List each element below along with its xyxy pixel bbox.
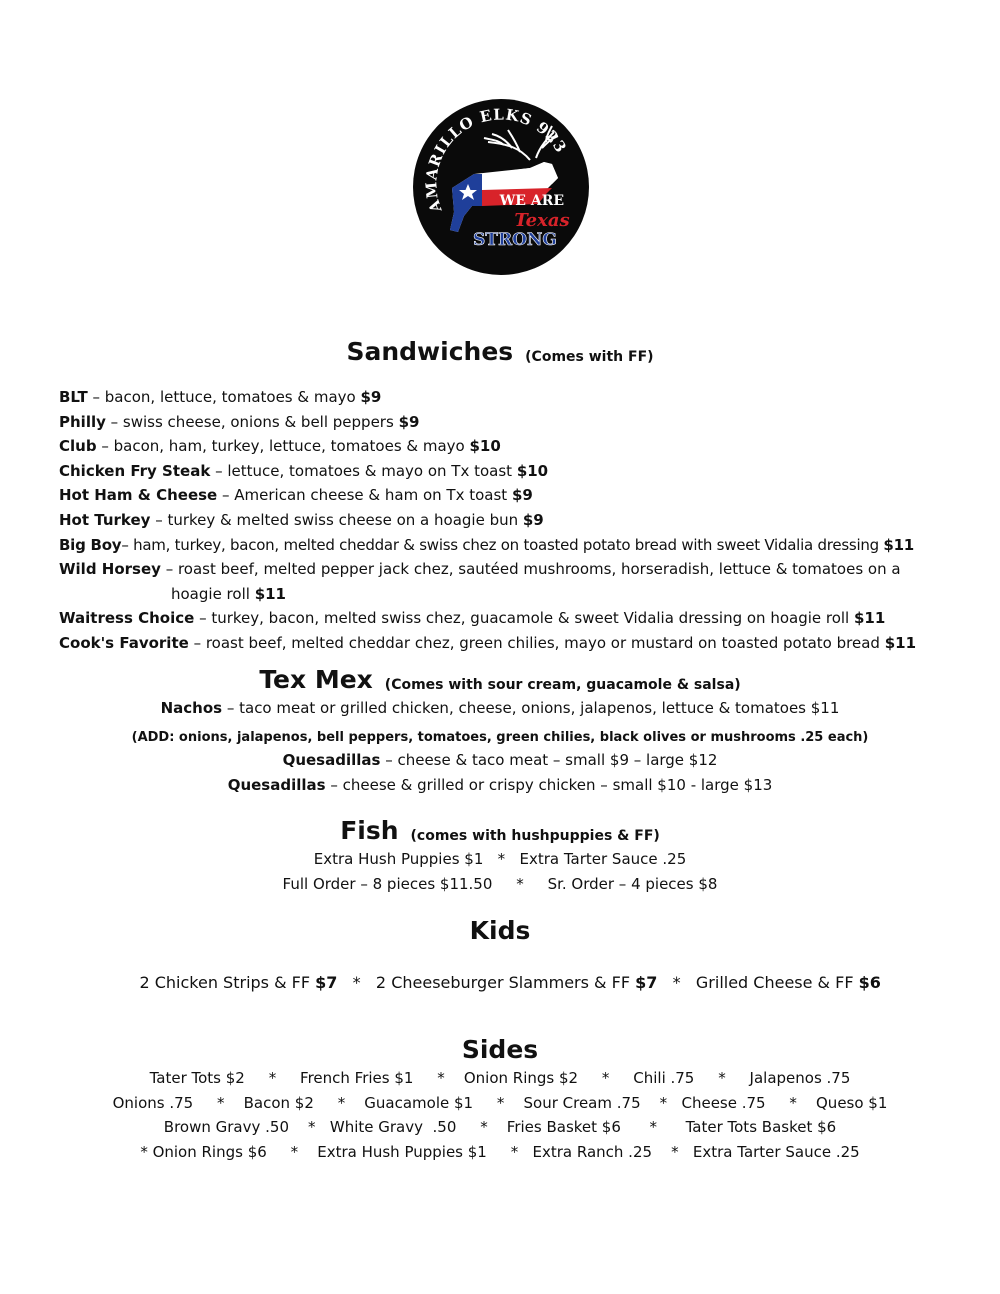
item-name: Big Boy [59,535,122,554]
item-name: Nachos [160,698,223,717]
sandwiches-note: (Comes with FF) [525,349,654,365]
item-desc: – cheese & grilled or crispy chicken – small $10 - large $13 [325,775,773,794]
item-desc: hoagie roll [171,584,255,603]
sides-line: Onions .75 * Bacon $2 * Guacamole $1 * Sour Cream .75 * Cheese .75 * Queso $1 [112,1093,888,1112]
quesadilla-line [0,748,1000,773]
item-desc: – lettuce, tomatoes & mayo on Tx toast [210,461,517,480]
list-item [59,410,1000,435]
logo-arc-text: AMARILLO ELKS 923 [422,105,571,215]
item-price: $7 [315,973,338,993]
logo-strong: STRONG [473,230,557,250]
item-price: $11 [254,584,286,603]
item-name: Quesadillas [282,751,381,770]
item-desc: – American cheese & ham on Tx toast [217,486,512,505]
item-price: $11 [883,535,914,554]
sides-list [0,1066,1000,1164]
item-desc: – roast beef, melted pepper jack chez, sautéed mushrooms, horseradish, lettuce & tomatoes on a [160,560,901,579]
item-name: 2 Cheeseburger Slammers & FF [375,973,636,993]
kids-heading [0,905,1000,943]
separator: * [657,973,696,993]
item-desc: – bacon, lettuce, tomatoes & mayo [87,388,361,406]
quesadilla-line [0,773,1000,798]
sandwiches-heading [0,326,1000,364]
item-name: Philly [59,412,106,431]
item-price: $9 [398,412,420,431]
item-name: Club [59,437,97,456]
list-item [59,434,1000,459]
sides-title: Sides [461,1035,539,1065]
sandwiches-list [0,385,1000,656]
fish-note: (comes with hushpuppies & FF) [410,828,660,845]
item-price: $9 [360,388,382,406]
list-item [59,606,1000,631]
list-item [59,385,1000,410]
logo-we-are: WE ARE [499,193,564,209]
menu-content [0,318,1000,1165]
texmex-title: Tex Mex [259,664,373,694]
item-desc: – turkey & melted swiss cheese on a hoagie bun [150,510,523,529]
separator: * [337,973,376,993]
sides-heading [0,1026,1000,1065]
item-name: Cook's Favorite [59,633,189,652]
item-price: $6 [858,973,881,993]
item-desc: – turkey, bacon, melted swiss chez, guacamole & sweet Vidalia dressing on hoagie roll [194,609,854,628]
item-name: 2 Chicken Strips & FF [139,973,316,993]
item-price: $11 [810,698,840,717]
sides-line: Tater Tots $2 * French Fries $1 * Onion Rings $2 * Chili .75 * Jalapenos .75 [149,1069,851,1088]
item-desc: – bacon, ham, turkey, lettuce, tomatoes & mayo [96,437,470,456]
list-item [59,533,1000,558]
list-item [59,631,1000,656]
item-name: Quesadillas [227,775,326,794]
item-name: BLT [59,388,88,406]
item-name: Hot Turkey [59,510,151,529]
kids-title: Kids [469,915,531,945]
item-name: Grilled Cheese & FF [695,973,859,993]
fish-line: Full Order – 8 pieces $11.50 * Sr. Order – 4 pieces $8 [282,874,718,893]
sides-line: Brown Gravy .50 * White Gravy .50 * Fries Basket $6 * Tater Tots Basket $6 [163,1118,837,1137]
sandwiches-title: Sandwiches [346,337,514,366]
item-desc: – ham, turkey, bacon, melted cheddar & swiss chez on toasted potato bread with sweet Vidalia dressing [121,535,884,554]
fish-line: Extra Hush Puppies $1 * Extra Tarter Sauce .25 [313,850,687,869]
list-item [59,557,1000,582]
nachos-line [0,696,1000,721]
kids-line [0,947,1000,1021]
item-desc: – swiss cheese, onions & bell peppers [105,412,399,431]
logo-texas: Texas [514,210,570,231]
texmex-note: (Comes with sour cream, guacamole & salsa) [384,676,741,693]
list-item [59,459,1000,484]
item-name: Hot Ham & Cheese [59,486,218,505]
item-price: $7 [635,973,658,993]
item-price: $9 [511,486,533,505]
item-desc: – roast beef, melted cheddar chez, green chilies, mayo or mustard on toasted potato bread [188,633,885,652]
texmex-heading [0,658,1000,692]
item-price: $11 [854,609,886,628]
item-price: $10 [516,461,549,480]
item-name: Chicken Fry Steak [59,461,211,480]
list-item [59,483,1000,508]
item-name: Waitress Choice [59,609,195,628]
item-price: $10 [469,437,501,456]
fish-heading [0,809,1000,846]
item-desc: – cheese & taco meat – small $9 – large $12 [380,751,718,770]
list-item [59,508,1000,533]
item-price: $11 [884,633,917,652]
fish-title: Fish [340,816,399,846]
texmex-add-note: (ADD: onions, jalapenos, bell peppers, tomatoes, green chilies, black olives or mushrooms .25 each) [131,730,869,746]
item-price: $9 [522,510,544,529]
list-item-continuation [59,582,1000,607]
item-name: Wild Horsey [59,560,161,579]
sides-line: * Onion Rings $6 * Extra Hush Puppies $1 * Extra Ranch .25 * Extra Tarter Sauce .25 [140,1143,860,1162]
elks-logo [412,98,590,276]
item-desc: – taco meat or grilled chicken, cheese, onions, jalapenos, lettuce & tomatoes [222,698,811,717]
